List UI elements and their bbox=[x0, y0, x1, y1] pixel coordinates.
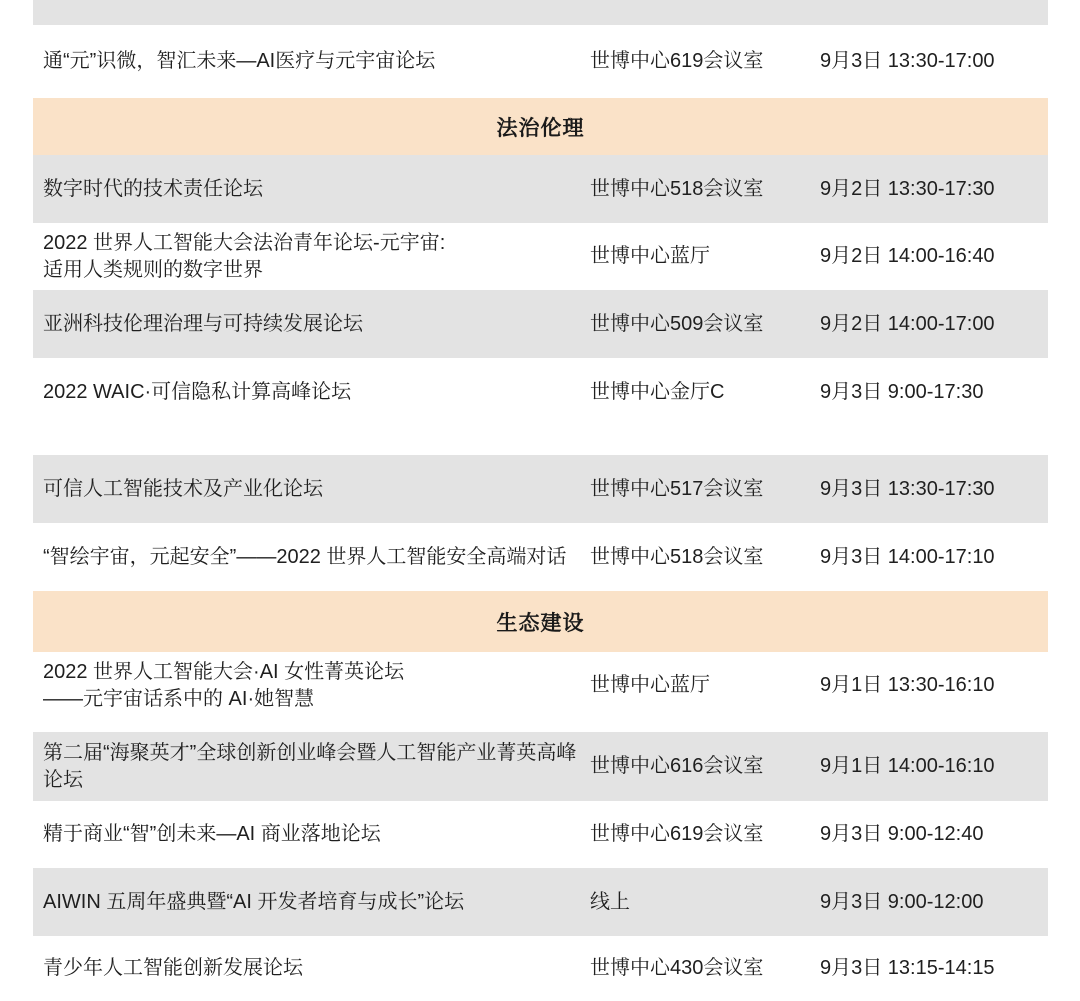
event-name-line: 第二届“海聚英才”全球创新创业峰会暨人工智能产业菁英高峰论坛 bbox=[43, 741, 577, 791]
event-venue: 世博中心616会议室 bbox=[590, 755, 764, 777]
event-name bbox=[33, 659, 590, 713]
event-name bbox=[33, 48, 590, 75]
event-name-line: AIWIN 五周年盛典暨“AI 开发者培育与成长”论坛 bbox=[43, 890, 465, 913]
event-name-line: 数字时代的技术责任论坛 bbox=[43, 177, 263, 200]
event-venue: 世博中心金厅C bbox=[590, 380, 725, 403]
event-row bbox=[33, 223, 1048, 290]
event-datetime: 9月2日 13:30-17:30 bbox=[820, 177, 995, 200]
event-name-line: 2022 世界人工智能大会·AI 女性菁英论坛 bbox=[43, 660, 405, 683]
event-name bbox=[33, 176, 590, 203]
event-name-line: 可信人工智能技术及产业化论坛 bbox=[43, 477, 323, 500]
section-header bbox=[33, 591, 1048, 652]
event-row bbox=[33, 732, 1048, 801]
event-row bbox=[33, 652, 1048, 719]
event-row bbox=[33, 801, 1048, 868]
event-name-line: ——元宇宙话系中的 AI·她智慧 bbox=[43, 687, 315, 710]
event-datetime: 9月3日 13:15-14:15 bbox=[820, 957, 995, 979]
event-datetime: 9月2日 14:00-16:40 bbox=[820, 245, 995, 267]
event-row bbox=[33, 936, 1048, 1001]
event-row bbox=[33, 155, 1048, 223]
event-datetime: 9月3日 9:00-12:40 bbox=[820, 823, 984, 845]
event-venue: 世博中心430会议室 bbox=[590, 957, 764, 979]
event-name bbox=[33, 889, 590, 916]
event-datetime: 9月3日 13:30-17:30 bbox=[820, 477, 995, 500]
event-datetime: 9月3日 9:00-12:00 bbox=[820, 890, 984, 913]
event-venue: 线上 bbox=[590, 890, 630, 913]
event-name bbox=[33, 311, 590, 338]
event-name-line: 精于商业“智”创未来—AI 商业落地论坛 bbox=[43, 823, 381, 845]
event-venue: 世博中心517会议室 bbox=[590, 477, 764, 500]
event-venue: 世博中心蓝厅 bbox=[590, 674, 710, 696]
event-name bbox=[33, 379, 590, 406]
event-datetime: 9月1日 13:30-16:10 bbox=[820, 674, 995, 696]
event-datetime: 9月1日 14:00-16:10 bbox=[820, 755, 995, 777]
event-name-line: 亚洲科技伦理治理与可持续发展论坛 bbox=[43, 312, 363, 335]
event-venue: 世博中心518会议室 bbox=[590, 545, 764, 568]
event-datetime: 9月3日 9:00-17:30 bbox=[820, 380, 984, 403]
event-name-line: 2022 WAIC·可信隐私计算高峰论坛 bbox=[43, 380, 352, 403]
cutoff-row-top bbox=[33, 0, 1048, 25]
event-name bbox=[33, 230, 590, 284]
event-row bbox=[33, 868, 1048, 936]
event-venue: 世博中心蓝厅 bbox=[590, 245, 710, 267]
event-name bbox=[33, 544, 590, 571]
event-name-line: “智绘宇宙，元起安全”——2022 世界人工智能安全高端对话 bbox=[43, 545, 567, 568]
event-name bbox=[33, 740, 590, 794]
event-venue: 世博中心509会议室 bbox=[590, 312, 764, 335]
section-header bbox=[33, 98, 1048, 155]
event-row bbox=[33, 290, 1048, 358]
section-title: 生态建设 bbox=[496, 611, 585, 635]
event-venue: 世博中心518会议室 bbox=[590, 177, 764, 200]
event-venue: 世博中心619会议室 bbox=[590, 823, 764, 845]
event-name-line: 适用人类规则的数字世界 bbox=[43, 258, 263, 281]
event-venue: 世博中心619会议室 bbox=[590, 50, 764, 72]
event-name bbox=[33, 821, 590, 848]
event-row bbox=[33, 455, 1048, 523]
event-name-line: 通“元”识微，智汇未来—AI医疗与元宇宙论坛 bbox=[43, 50, 436, 72]
event-datetime: 9月3日 14:00-17:10 bbox=[820, 545, 995, 568]
event-name bbox=[33, 476, 590, 503]
event-row bbox=[33, 358, 1048, 426]
event-name bbox=[33, 955, 590, 982]
event-row bbox=[33, 523, 1048, 591]
event-datetime: 9月3日 13:30-17:00 bbox=[820, 50, 995, 72]
section-title: 法治伦理 bbox=[496, 116, 585, 140]
event-row bbox=[33, 25, 1048, 98]
event-name-line: 青少年人工智能创新发展论坛 bbox=[43, 957, 303, 979]
event-name-line: 2022 世界人工智能大会法治青年论坛-元宇宙: bbox=[43, 231, 446, 254]
event-datetime: 9月2日 14:00-17:00 bbox=[820, 312, 995, 335]
